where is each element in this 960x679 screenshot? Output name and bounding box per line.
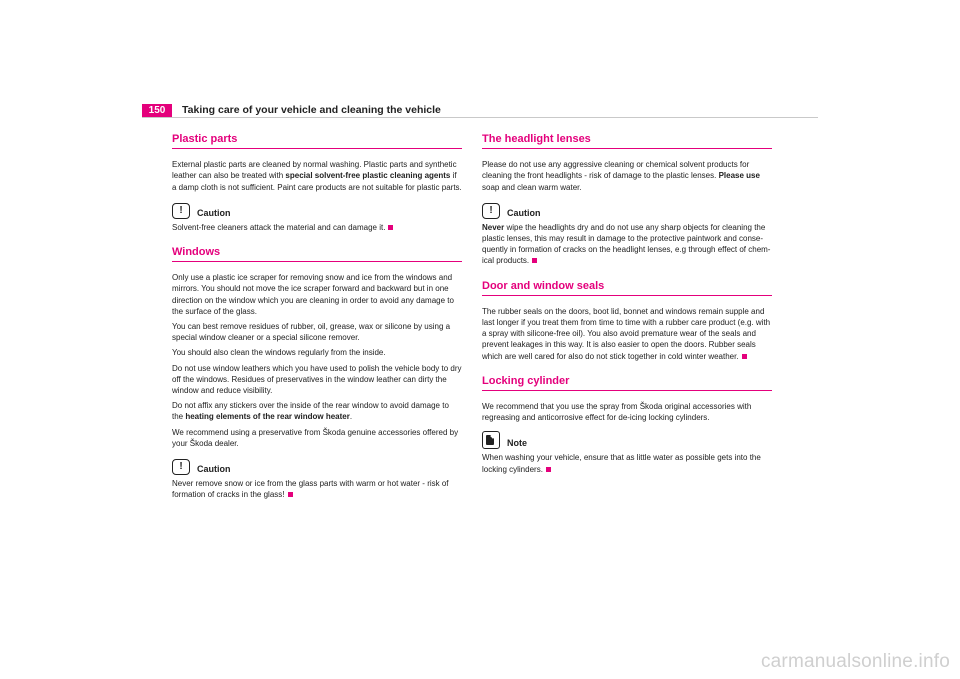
text-run: Do not affix any stickers over the inside of the rear window to avoid damage to the: [172, 401, 449, 422]
section-title-door-window-seals: Door and window seals: [482, 281, 772, 296]
bold-text: Never: [482, 222, 505, 232]
plastic-paragraph: [172, 159, 462, 193]
caution-text: [172, 222, 462, 233]
section-title-headlight-lenses: The headlight lenses: [482, 134, 772, 149]
caution-label: Caution: [197, 207, 231, 218]
section-plastic-parts: [172, 134, 462, 233]
seals-paragraph: [482, 306, 772, 362]
text-run: soap and clean warm water.: [482, 182, 582, 192]
note-icon: [482, 431, 500, 449]
windows-paragraph-5: [172, 400, 462, 422]
caution-icon: !: [172, 459, 190, 475]
text-run: wipe the headlights dry and do not use any sharp objects for cleaning the plastic lenses, this may result in damage to the protective paintwork and conse-quently in formation of cracks on the headlight lenses, e.g through effect of chem-ical products.: [482, 222, 771, 266]
section-title-plastic-parts: Plastic parts: [172, 134, 462, 149]
end-of-section-icon: [288, 492, 293, 497]
running-title: Taking care of your vehicle and cleaning the vehicle: [182, 104, 441, 116]
caution-text: [482, 222, 772, 267]
section-headlight-lenses: [482, 134, 772, 267]
section-door-window-seals: [482, 281, 772, 362]
caution-heading: [172, 459, 462, 475]
windows-paragraph-1: Only use a plastic ice scraper for removing snow and ice from the windows and mirrors. You should not move the ice scraper forward and backward but in one direction on the window which you are cleaning in order to avoid any damage to the surface of the glass.: [172, 273, 454, 316]
section-title-locking-cylinder: Locking cylinder: [482, 376, 772, 391]
section-windows: [172, 247, 462, 500]
watermark-logo: carmanualsonline.info: [760, 651, 950, 672]
note-heading: [482, 433, 772, 449]
text-run: Solvent-free cleaners attack the material and can damage it.: [172, 222, 386, 232]
windows-paragraph-3: You should also clean the windows regularly from the inside.: [172, 348, 386, 358]
note-label: Note: [507, 438, 527, 449]
header-rule: [142, 117, 818, 118]
caution-heading: [482, 203, 772, 219]
windows-paragraph-4: Do not use window leathers which you have used to polish the vehicle body to dry off the windows. Residues of preservatives in the window leather can dirty the window and reduce visibility.: [172, 363, 462, 396]
end-of-section-icon: [532, 258, 537, 263]
text-run: Please do not use any aggressive cleaning or chemical solvent products for cleaning the front headlights - risk of damage to the plastic lenses.: [482, 160, 750, 181]
end-of-section-icon: [742, 354, 747, 359]
text-run: .: [349, 412, 353, 422]
caution-icon: !: [482, 203, 500, 219]
caution-icon: !: [172, 203, 190, 219]
locking-paragraph: We recommend that you use the spray from Škoda original accessories with regreasing and anticorrosive effect for de-icing locking cylinders.: [482, 402, 752, 423]
right-column: [482, 134, 772, 489]
section-locking-cylinder: [482, 376, 772, 475]
end-of-section-icon: [546, 467, 551, 472]
section-title-windows: Windows: [172, 247, 462, 262]
text-run: When washing your vehicle, ensure that as little water as possible gets into the locking cylinders.: [482, 453, 761, 474]
note-text: [482, 452, 772, 474]
bold-text: heating elements of the rear window heater: [185, 412, 350, 422]
caution-heading: [172, 203, 462, 219]
end-of-section-icon: [388, 225, 393, 230]
windows-paragraph-2: You can best remove residues of rubber, oil, grease, wax or silicone by using a special window cleaner or a special silicone remover.: [172, 322, 451, 343]
left-column: [172, 134, 462, 514]
headlight-paragraph: [482, 159, 772, 193]
text-run: if a damp cloth is not sufficient. Paint care products are not suitable for plastic parts.: [172, 171, 462, 192]
page-number: 150: [142, 104, 172, 117]
caution-label: Caution: [197, 463, 231, 474]
bold-text: special solvent-free plastic cleaning agents: [285, 171, 451, 181]
windows-paragraph-6: We recommend using a preservative from Škoda genuine accessories offered by your Škoda dealer.: [172, 427, 459, 448]
text-run: Never remove snow or ice from the glass parts with warm or hot water - risk of formation of cracks in the glass!: [172, 479, 449, 500]
text-run: External plastic parts are cleaned by normal washing. Plastic parts and synthetic leather can also be treated with: [172, 160, 457, 181]
text-run: The rubber seals on the doors, boot lid, bonnet and windows remain supple and last longer if you treat them from time to time with a rubber care product (e.g. with a spray with silicone-free oil). You also avoid premature wear of the seals and prevent leakages in this way. It is also easier to open the doors. Rubber seals which are well cared for also do not stick together in cold winter weather.: [482, 306, 771, 361]
caution-label: Caution: [507, 207, 541, 218]
bold-text: Please use: [718, 171, 760, 181]
caution-text: [172, 478, 462, 500]
